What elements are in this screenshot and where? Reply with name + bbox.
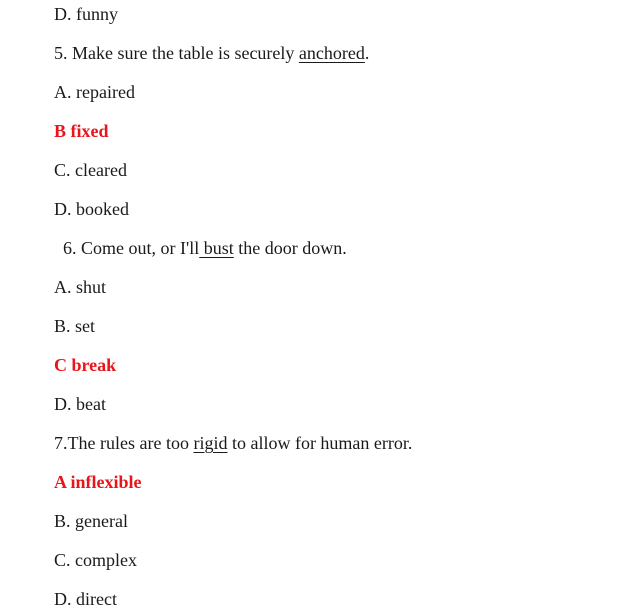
q5-answer: B fixed — [54, 121, 109, 141]
q7-keyword: rigid — [193, 433, 228, 453]
q6-keyword: bust — [199, 238, 234, 258]
q5-option-a: A. repaired — [54, 82, 135, 102]
q5-option-d: D. booked — [54, 199, 129, 219]
q6-option-d: D. beat — [54, 394, 106, 414]
q6-stem-after: the door down. — [233, 238, 347, 258]
q5-stem-after: . — [364, 43, 370, 63]
q6-answer: C break — [54, 355, 117, 375]
q5-keyword: anchored — [298, 43, 365, 63]
q4-option-d: D. funny — [54, 4, 118, 24]
q5-stem — [54, 42, 369, 64]
q7-option-c: C. complex — [54, 550, 137, 570]
q7-stem-before: 7.The rules are too — [54, 433, 194, 453]
q7-stem — [54, 432, 412, 454]
q6-stem-before: 6. Come out, or I'll — [63, 238, 200, 258]
q6-stem — [63, 237, 347, 259]
q7-option-b: B. general — [54, 511, 128, 531]
q5-stem-before: 5. Make sure the table is securely — [54, 43, 299, 63]
q7-stem-after: to allow for human error. — [227, 433, 413, 453]
q6-option-a: A. shut — [54, 277, 107, 297]
q7-option-d: D. direct — [54, 589, 117, 609]
q7-answer: A inflexible — [54, 472, 142, 492]
q5-option-c: C. cleared — [54, 160, 127, 180]
q6-option-b: B. set — [54, 316, 96, 336]
